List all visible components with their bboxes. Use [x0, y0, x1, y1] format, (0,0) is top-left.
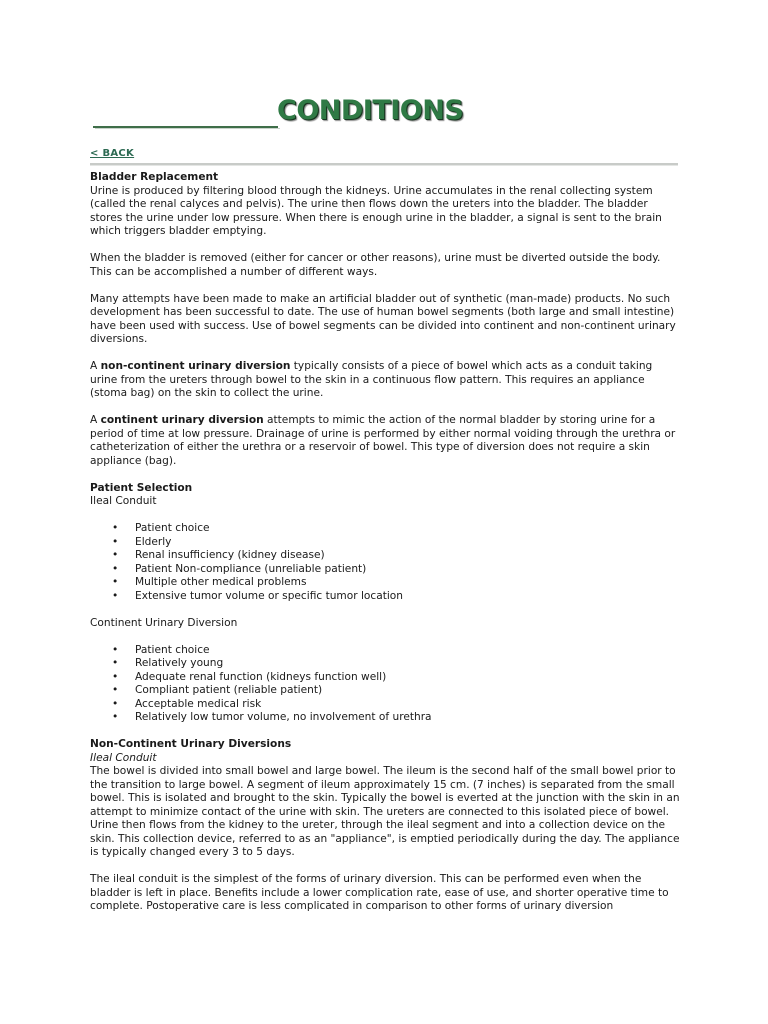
list-item: • Patient choice — [90, 644, 680, 658]
bold-term: non-continent urinary diversion — [100, 360, 291, 372]
list-item: • Patient choice — [90, 522, 680, 536]
list-item: • Extensive tumor volume or specific tumor location — [90, 590, 680, 604]
section-heading: Non-Continent Urinary Diversions — [90, 738, 292, 750]
subheading: Ileal Conduit — [90, 751, 157, 764]
list-item: • Relatively young — [90, 657, 680, 671]
paragraph: The bowel is divided into small bowel and large bowel. The ileum is the second half of the small bowel prior to the transition to large bowel. A segment of ileum approximately 15 cm. (7 inches) is separated from the small bowel. This is isolated and brought to the skin. Typically the bowel is everted at the junction with the skin in an attempt to minimize contact of the urine with skin. The ureters are connected to this isolated piece of bowel. Urine then flows from the kidney to the ureter, through the ileal segment and into a collection device on the skin. This collection device, referred to as an "appliance", is emptied periodically during the day. The appliance is typically changed every 3 to 5 days. — [90, 765, 680, 858]
list-item: • Acceptable medical risk — [90, 698, 680, 712]
list-item: • Relatively low tumor volume, no involvement of urethra — [90, 711, 680, 725]
list-item: • Compliant patient (reliable patient) — [90, 684, 680, 698]
list-item: • Adequate renal function (kidneys function well) — [90, 671, 680, 685]
bold-term: continent urinary diversion — [100, 414, 264, 426]
ileal-criteria-list — [90, 522, 680, 603]
paragraph — [90, 360, 680, 401]
back-link[interactable]: < BACK — [90, 148, 135, 159]
section-heading: Patient Selection — [90, 481, 193, 494]
list-item: • Elderly — [90, 536, 680, 550]
list-label: Ileal Conduit — [90, 495, 157, 507]
paragraph — [90, 414, 680, 468]
continent-criteria-list — [90, 644, 680, 725]
list-item: • Multiple other medical problems — [90, 576, 680, 590]
list-item: • Renal insufficiency (kidney disease) — [90, 549, 680, 563]
bladder-replacement-section — [90, 171, 680, 239]
back-row — [90, 141, 678, 166]
text: A — [90, 414, 101, 426]
page — [90, 0, 680, 912]
paragraph: Many attempts have been made to make an artificial bladder out of synthetic (man-made) products. No such development has been successful to date. The use of human bowel segments (both large and small intestine) have been used with success. Use of bowel segments can be divided into continent and non-continent urinary diversions. — [90, 292, 676, 345]
list-label: Continent Urinary Diversion — [90, 616, 238, 629]
header-rule-shadow — [95, 128, 280, 129]
article-body — [90, 171, 680, 927]
paragraph: The ileal conduit is the simplest of the forms of urinary diversion. This can be performed even when the bladder is left in place. Benefits include a lower complication rate, ease of use, and shorter operative time to complete. Postoperative care is less complicated in comparison to other forms of urinary diversion — [90, 873, 669, 912]
section-heading: Bladder Replacement — [90, 171, 219, 183]
page-title: CONDITIONS — [277, 95, 464, 126]
paragraph: Urine is produced by filtering blood through the kidneys. Urine accumulates in the renal collecting system (called the renal calyces and pelvis). The urine then flows down the ureters into the bladder. The bladder stores the urine under low pressure. When there is enough urine in the bladder, a signal is sent to the brain which triggers bladder emptying. — [90, 184, 662, 237]
page-header — [90, 0, 680, 130]
list-item: • Patient Non-compliance (unreliable patient) — [90, 563, 680, 577]
text: A — [90, 360, 101, 372]
paragraph: When the bladder is removed (either for cancer or other reasons), urine must be diverted outside the body. This can be accomplished a number of different ways. — [90, 252, 661, 278]
non-continent-section — [90, 738, 680, 860]
text: attempts to mimic the action of the normal bladder by storing urine for a period of time at low pressure. Drainage of urine is performed by either normal voiding through the urethra or catheterization of either the urethra or a reservoir of bowel. This type of diversion does not require a skin appliance (bag). — [90, 414, 676, 467]
patient-selection-section — [90, 482, 680, 725]
text: typically consists of a piece of bowel which acts as a conduit taking urine from the ureters through bowel to the skin in a continuous flow pattern. This requires an appliance (stoma bag) on the skin to collect the urine. — [90, 360, 653, 399]
divider — [90, 163, 678, 166]
